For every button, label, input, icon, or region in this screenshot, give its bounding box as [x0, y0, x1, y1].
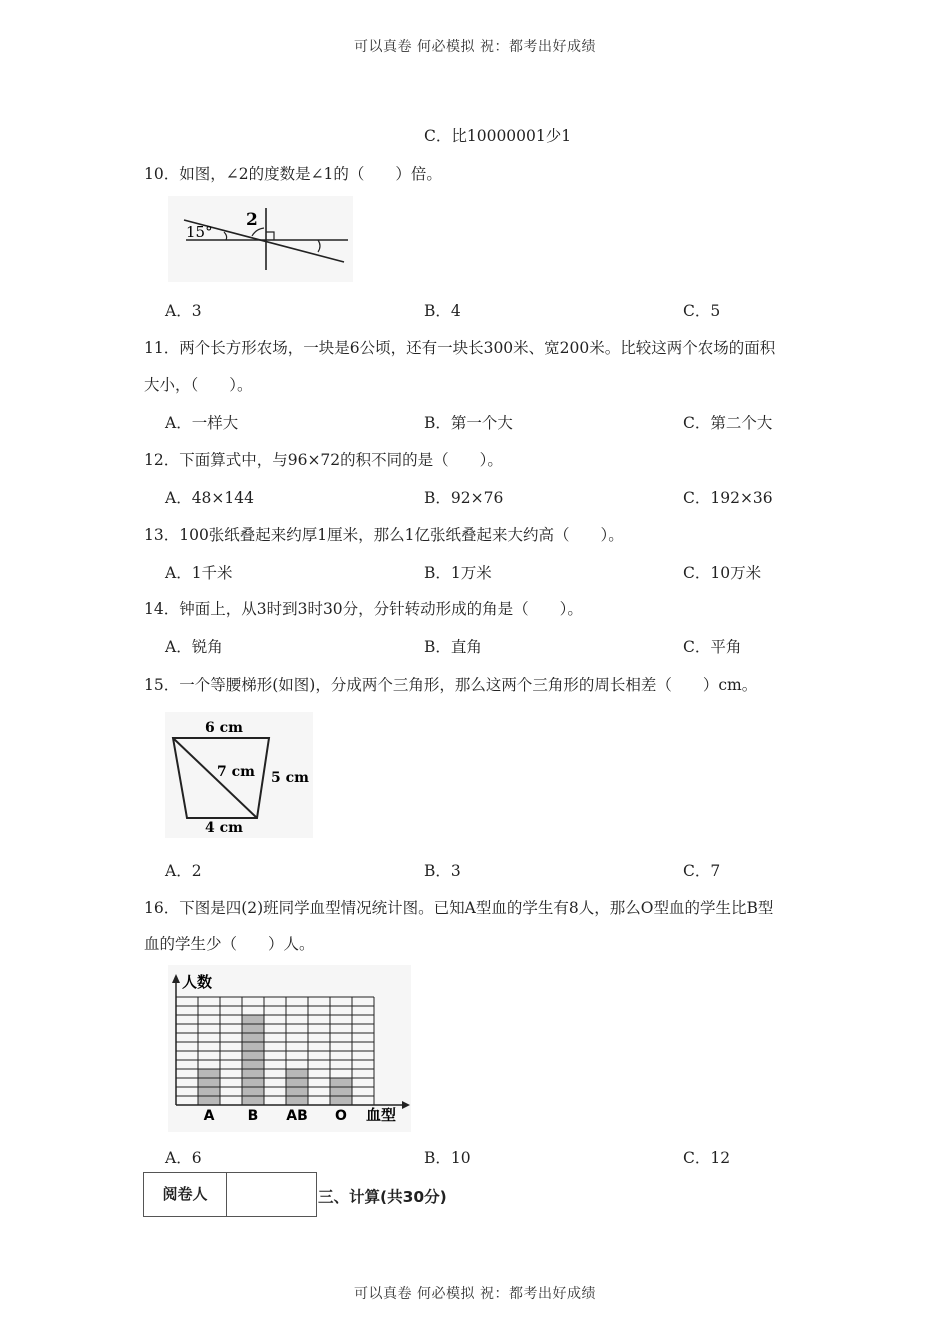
q10-angle-15-label: 15°	[186, 223, 213, 241]
x-axis-arrow	[402, 1101, 410, 1109]
grader-box	[143, 1172, 317, 1217]
question-12-option-b: B．92×76	[424, 489, 504, 507]
question-10-figure	[168, 196, 353, 282]
x-tick-label-b: B	[247, 1108, 259, 1124]
question-12-text: 12．下面算式中，与96×72的积不同的是（ ）。	[144, 451, 503, 469]
question-16-text-line2: 血的学生少（ ）人。	[144, 935, 315, 953]
question-10-option-a: A．3	[165, 302, 202, 320]
question-11-option-a: A．一样大	[165, 414, 239, 432]
q10-angle-2-label: 2	[246, 210, 258, 230]
question-15-text: 15．一个等腰梯形(如图)，分成两个三角形，那么这两个三角形的周长相差（ ）cm。	[144, 676, 758, 694]
chart-x-axis-label: 血型	[366, 1106, 397, 1124]
y-axis-arrow	[172, 974, 180, 983]
question-14-text: 14．钟面上，从3时到3时30分，分针转动形成的角是（ ）。	[144, 600, 583, 618]
question-15-trapezoid-figure	[165, 712, 313, 838]
question-13-option-c: C．10万米	[683, 564, 762, 582]
question-14-option-a: A．锐角	[165, 638, 223, 656]
section-title: 三、计算(共30分)	[318, 1188, 447, 1206]
q15-side-label: 5 cm	[271, 770, 309, 786]
x-tick-label-ab: AB	[286, 1108, 308, 1124]
question-10-text: 10．如图，∠2的度数是∠1的（ ）倍。	[144, 165, 442, 183]
question-16-text-line1: 16．下图是四(2)班同学血型情况统计图。已知A型血的学生有8人，那么O型血的学生比B型	[144, 899, 774, 917]
question-14-option-c: C．平角	[683, 638, 742, 656]
question-16-option-b: B．10	[424, 1149, 471, 1167]
question-12-option-a: A．48×144	[165, 489, 254, 507]
question-15-option-c: C．7	[683, 862, 721, 880]
grader-value-cell	[227, 1173, 316, 1216]
question-16-option-a: A．6	[165, 1149, 202, 1167]
question-12-option-c: C．192×36	[683, 489, 773, 507]
question-15-option-a: A．2	[165, 862, 202, 880]
question-13-text: 13．100张纸叠起来约厚1厘米，那么1亿张纸叠起来大约高（ ）。	[144, 526, 624, 544]
q15-diagonal-label: 7 cm	[217, 764, 255, 780]
question-15-option-b: B．3	[424, 862, 461, 880]
question-11-option-b: B．第一个大	[424, 414, 513, 432]
question-16-bar-chart	[168, 965, 411, 1132]
question-11-option-c: C．第二个大	[683, 414, 773, 432]
question-16-option-c: C．12	[683, 1149, 731, 1167]
question-10-option-c: C．5	[683, 302, 721, 320]
x-tick-label-o: O	[335, 1108, 347, 1124]
chart-y-axis-label: 人数	[182, 973, 213, 991]
question-11-text-line1: 11．两个长方形农场，一块是6公顷，还有一块长300米、宽200米。比较这两个农场的面积	[144, 339, 776, 357]
grader-label: 阅卷人	[144, 1173, 227, 1216]
bar-o	[330, 1078, 352, 1105]
question-13-option-b: B．1万米	[424, 564, 492, 582]
prev-question-option-c: C．比10000001少1	[424, 127, 572, 145]
q15-top-label: 6 cm	[205, 720, 243, 736]
page-header: 可以真卷 何必模拟 祝：都考出好成绩	[354, 39, 596, 55]
question-11-text-line2: 大小，（ ）。	[144, 376, 253, 394]
page-footer: 可以真卷 何必模拟 祝：都考出好成绩	[354, 1286, 596, 1302]
question-14-option-b: B．直角	[424, 638, 482, 656]
q15-bottom-label: 4 cm	[205, 820, 243, 836]
question-10-option-b: B．4	[424, 302, 461, 320]
x-tick-label-a: A	[203, 1108, 215, 1124]
question-13-option-a: A．1千米	[165, 564, 233, 582]
